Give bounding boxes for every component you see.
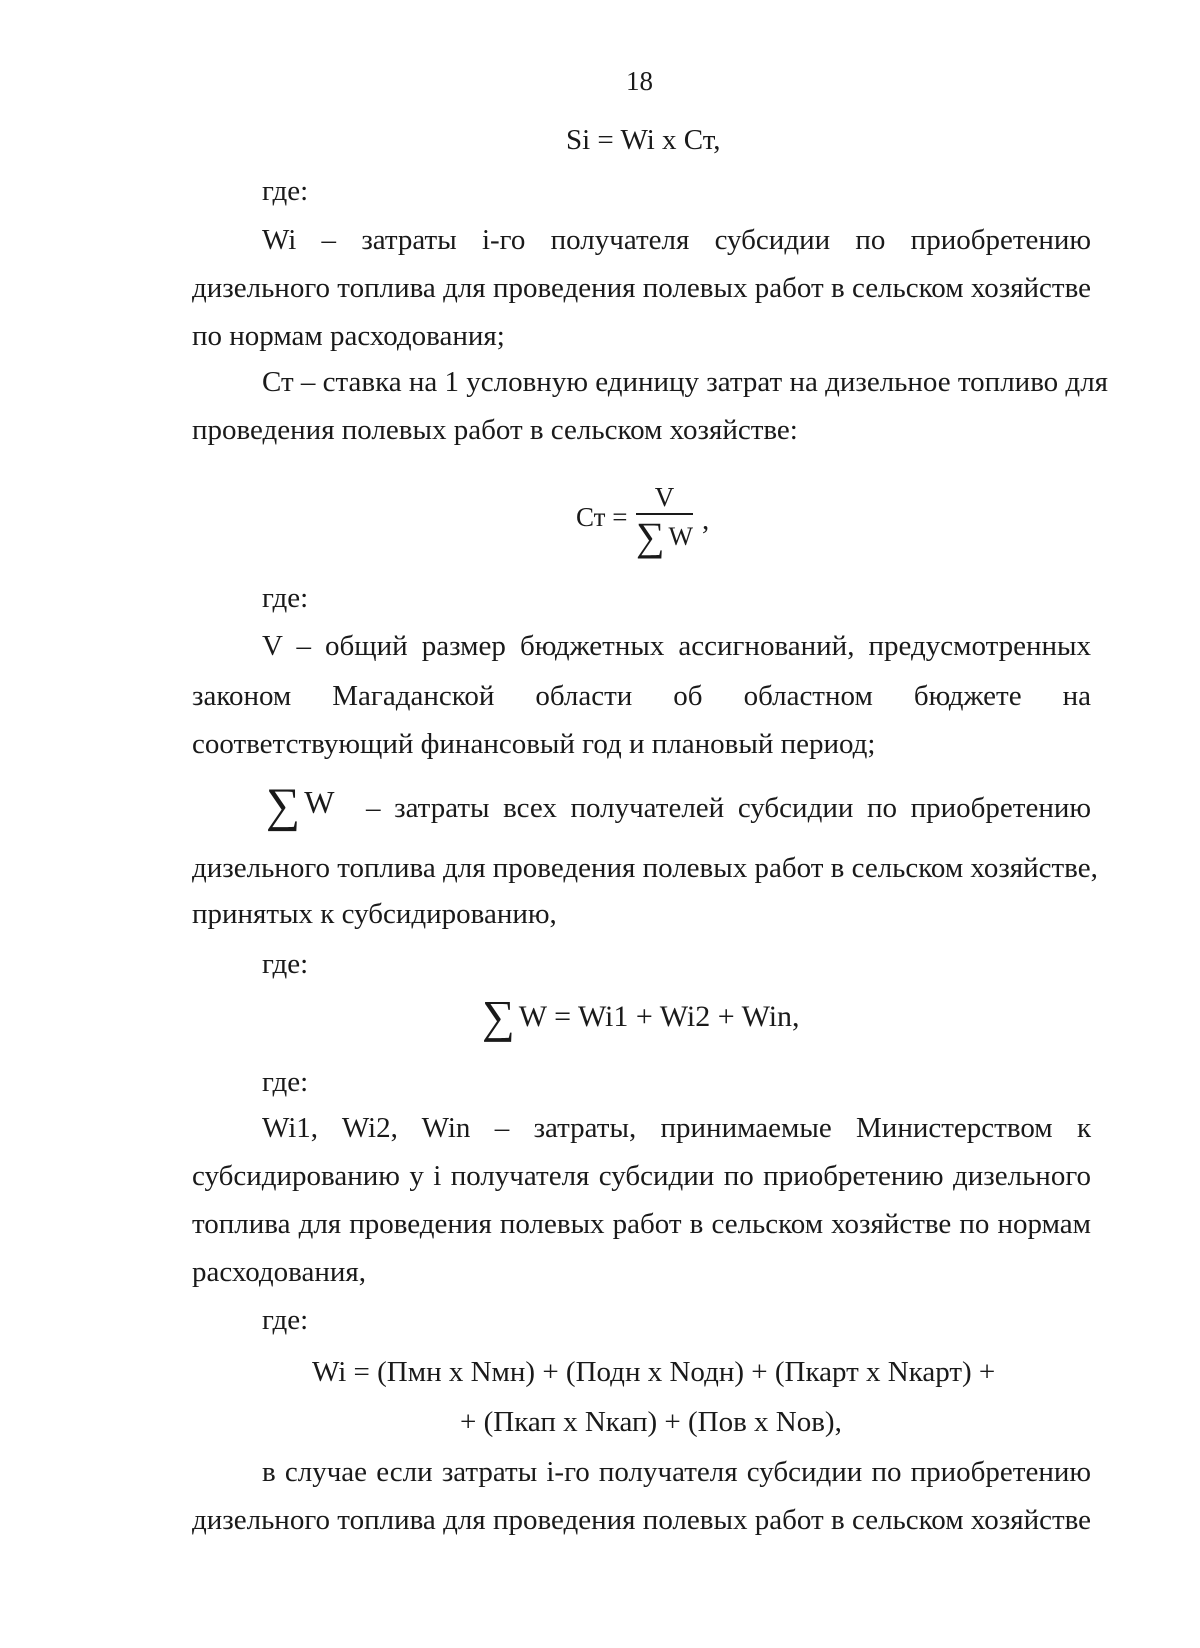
word: в [830,1504,845,1536]
v-line-2 [192,680,1091,713]
word: если [376,1456,433,1488]
word: затраты [441,1456,538,1488]
word: проведения [492,1504,636,1536]
word: в [262,1456,276,1488]
where-label-3: где: [262,948,309,980]
word: проведения [349,1208,492,1240]
word: общий [325,630,408,662]
word: получателя [598,1456,738,1488]
wi-line-3: по нормам расходования; [192,320,505,352]
sumw-w: W [304,784,335,820]
word: законом [192,680,292,712]
word: на [1062,680,1091,712]
word: субсидии [746,1456,863,1488]
word: в [689,1208,704,1240]
where-label-2: где: [262,582,309,614]
word: ассигнований, [678,630,855,662]
word: всех [503,792,557,824]
word: – [296,630,311,662]
formula-si: Si = Wi x Ст, [566,124,721,156]
word: по [855,224,886,256]
word: работ [612,1208,682,1240]
word: области [535,680,633,712]
formula-sum [482,991,800,1042]
ct-line-2: проведения полевых работ в сельском хозяйстве: [192,414,798,446]
word: субсидии [598,1160,715,1192]
wi12n-line-2 [192,1160,1091,1193]
word: полевых [642,1504,748,1536]
word: получателя [450,1160,590,1192]
word: хозяйстве [970,1504,1092,1536]
word: субсидии [737,792,854,824]
formula-ct-fraction [636,484,693,557]
wi-line-1 [262,224,1091,257]
formula-wi-line-1: Wi = (Пмн x Nмн) + (Подн x Nодн) + (Пкарт x Nкарт) + [312,1356,996,1388]
word: V [262,630,283,662]
sumw-line-3: принятых к субсидированию, [192,898,557,930]
word: затраты [361,224,457,256]
wi12n-line-3 [192,1208,1091,1241]
sigma-symbol: ∑ [482,991,515,1042]
word: предусмотренных [868,630,1092,662]
word: затраты, [533,1112,637,1144]
word: полевых [499,1208,605,1240]
word: сельском [711,1208,824,1240]
word: принимаемые [660,1112,832,1144]
formula-sum-expr: W = Wi1 + Wi2 + Win, [518,1000,800,1033]
ct-line-1: Ст – ставка на 1 условную единицу затрат на дизельное топливо для [262,366,1108,398]
word: по [871,1456,902,1488]
where-label-4: где: [262,1066,309,1098]
formula-ct-w: W [668,522,694,551]
word: дизельного [953,1160,1091,1192]
word: у [409,1160,424,1192]
word: i-го [481,224,526,256]
where-label-5: где: [262,1304,309,1336]
word: Wi2, [341,1112,398,1144]
word: затраты [394,792,490,824]
word: хозяйстве [831,1208,952,1240]
word: случае [284,1456,368,1488]
wi12n-line-4: расходования, [192,1256,366,1288]
word: для [443,1504,486,1536]
sumw-line-1 [366,792,1091,825]
word: дизельного [192,1504,330,1536]
formula-ct-lhs: Ст = [576,502,628,532]
word: к [1076,1112,1092,1144]
word: сельском [851,1504,964,1536]
word: i-го [546,1456,590,1488]
sumw-symbol [266,779,335,832]
v-line-3: соответствующий финансовый год и плановый период; [192,728,876,760]
word: топлива [337,1504,436,1536]
word: субсидии [714,224,831,256]
word: размер [421,630,506,662]
case-line-1 [262,1456,1091,1489]
word: нормам [997,1208,1091,1240]
word: Министерством [856,1112,1053,1144]
word: областном [743,680,873,712]
word: приобретению [910,792,1092,824]
formula-ct-tail: , [702,504,710,536]
word: – [366,792,381,824]
word: приобретению [763,1160,944,1192]
word: приобретению [910,224,1092,256]
word: субсидированию [192,1160,400,1192]
word: Wi [262,224,297,256]
word: для [298,1208,342,1240]
word: по [866,792,897,824]
formula-ct-denominator [636,513,693,557]
word: i [433,1160,442,1192]
formula-ct-numerator: V [654,482,675,512]
word: бюджетных [519,630,665,662]
sigma-symbol: ∑ [266,779,301,832]
wi-line-2: дизельного топлива для проведения полевых работ в сельском хозяйстве [192,272,1091,304]
word: по [723,1160,754,1192]
case-line-2 [192,1504,1091,1537]
word: – [494,1112,510,1144]
sumw-line-2: дизельного топлива для проведения полевых работ в сельском хозяйстве, [192,852,1098,884]
word: по [959,1208,990,1240]
word: работ [754,1504,824,1536]
word: – [321,224,337,256]
word: Win [421,1112,471,1144]
word: бюджете [913,680,1022,712]
sigma-symbol: ∑ [636,514,665,559]
word: получателей [570,792,725,824]
word: топлива [192,1208,291,1240]
wi12n-line-1 [262,1112,1091,1145]
formula-wi-line-2: + (Пкап x Nкап) + (Пов x Nов), [460,1406,842,1438]
word: получателя [550,224,690,256]
word: Wi1, [262,1112,319,1144]
word: об [673,680,703,712]
word: Магаданской [332,680,495,712]
page-number: 18 [626,66,653,96]
where-label-1: где: [262,175,309,207]
word: приобретению [910,1456,1092,1488]
v-line-1 [262,630,1091,663]
